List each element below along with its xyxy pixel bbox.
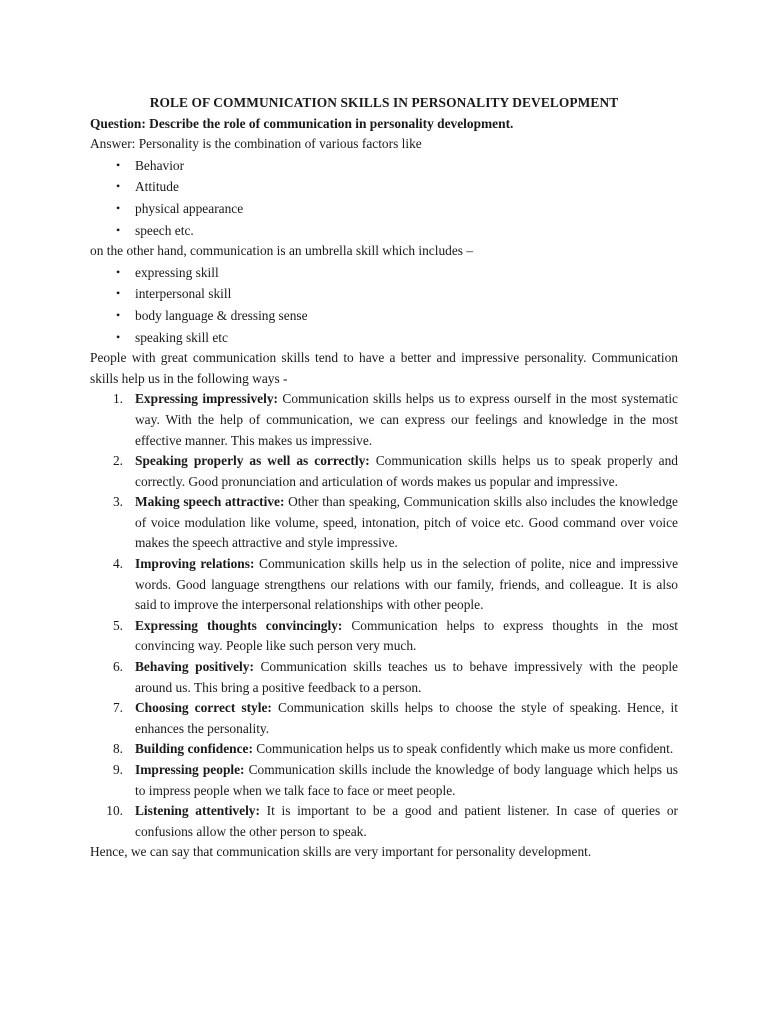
item-title: Behaving positively: bbox=[135, 659, 254, 675]
item-number: 1. bbox=[112, 391, 123, 407]
list-item bbox=[90, 155, 678, 177]
list-item bbox=[90, 616, 678, 657]
list-item bbox=[90, 283, 678, 305]
item-title: Speaking properly as well as correctly: bbox=[135, 453, 370, 469]
list-item bbox=[90, 801, 678, 842]
question-text: Question: Describe the role of communication in personality development. bbox=[90, 115, 514, 131]
item-text: Communication skills helps us to speak properly and correctly. Good pronunciation and articulation of words makes us popular and impressive. bbox=[135, 453, 678, 489]
bullet-icon: • bbox=[116, 200, 121, 215]
list-item bbox=[90, 305, 678, 327]
item-title: Expressing impressively: bbox=[135, 391, 279, 407]
bullet-icon: • bbox=[116, 179, 121, 194]
bullet-icon: • bbox=[116, 222, 121, 237]
item-title: Impressing people: bbox=[135, 762, 245, 777]
conclusion-text: Hence, we can say that communication skills are very important for personality development. bbox=[90, 844, 592, 860]
item-title: Choosing correct style: bbox=[135, 700, 272, 716]
list-item-text: Behavior bbox=[135, 157, 185, 173]
item-number: 7. bbox=[112, 700, 123, 716]
item-number: 3. bbox=[112, 494, 123, 510]
list-item bbox=[90, 389, 678, 451]
list-item bbox=[90, 198, 678, 220]
item-title: Listening attentively: bbox=[135, 803, 260, 819]
communication-intro: on the other hand, communication is an umbrella skill which includes – bbox=[90, 243, 474, 259]
list-item-text: speaking skill etc bbox=[135, 329, 228, 345]
ways-intro: People with great communication skills tend to have a better and impressive personality. Communication skills help us in the following ways - bbox=[90, 350, 678, 386]
item-title: Improving relations: bbox=[135, 556, 255, 572]
item-number: 9. bbox=[112, 762, 123, 777]
list-item bbox=[90, 554, 678, 616]
list-item-text: Attitude bbox=[135, 179, 179, 195]
item-text: Communication skills include the knowledge of body language which helps us to impress people when we talk face to face or meet people. bbox=[135, 762, 678, 798]
list-item bbox=[90, 220, 678, 242]
list-item bbox=[90, 760, 678, 801]
list-item bbox=[90, 451, 678, 492]
item-number: 2. bbox=[112, 453, 123, 469]
bullet-icon: • bbox=[116, 157, 121, 172]
list-item bbox=[90, 698, 678, 739]
item-text: It is important to be a good and patient listener. In case of queries or confusions allow the other person to speak. bbox=[135, 803, 678, 839]
skills-list bbox=[90, 262, 678, 348]
item-text: Communication skills teaches us to behave impressively with the people around us. This bring a positive feedback to a person. bbox=[135, 659, 678, 695]
item-number: 5. bbox=[112, 617, 123, 633]
item-text: Communication helps to express thoughts in the most convincing way. People like such person very much. bbox=[135, 617, 678, 654]
item-text: Communication skills helps to choose the style of speaking. Hence, it enhances the personality. bbox=[135, 700, 678, 736]
answer-intro: Answer: Personality is the combination of various factors like bbox=[90, 136, 422, 152]
bullet-icon: • bbox=[116, 264, 121, 279]
ways-list bbox=[90, 389, 678, 842]
item-title: Expressing thoughts convincingly: bbox=[135, 617, 343, 633]
list-item-text: body language & dressing sense bbox=[135, 307, 308, 323]
item-number: 8. bbox=[112, 741, 123, 757]
factors-list bbox=[90, 155, 678, 241]
bullet-icon: • bbox=[116, 307, 121, 322]
list-item-text: interpersonal skill bbox=[135, 286, 232, 302]
document-title: ROLE OF COMMUNICATION SKILLS IN PERSONALITY DEVELOPMENT bbox=[149, 95, 619, 110]
item-text: Communication skills helps us to express ourself in the most systematic way. With the help of communication, we can express our feelings and knowledge in the most effective manner. This makes us impressive. bbox=[135, 391, 678, 448]
item-title: Building confidence: bbox=[135, 741, 253, 757]
list-item bbox=[90, 657, 678, 698]
list-item-text: speech etc. bbox=[135, 222, 194, 238]
list-item bbox=[90, 176, 678, 198]
item-title: Making speech attractive: bbox=[135, 494, 285, 510]
bullet-icon: • bbox=[116, 329, 121, 344]
document-page bbox=[90, 93, 678, 863]
item-text: Communication skills help us in the selection of polite, nice and impressive words. Good language strengthens our relations with our family, friends, and colleague. It is also said to improve the interpersonal relationships with other people. bbox=[135, 556, 679, 613]
item-number: 10. bbox=[106, 803, 123, 819]
list-item bbox=[90, 739, 678, 760]
list-item-text: expressing skill bbox=[135, 264, 219, 280]
item-text: Communication helps us to speak confidently which make us more confident. bbox=[252, 741, 674, 757]
list-item-text: physical appearance bbox=[135, 200, 244, 216]
list-item bbox=[90, 327, 678, 349]
bullet-icon: • bbox=[116, 286, 121, 301]
item-number: 4. bbox=[112, 556, 123, 572]
list-item bbox=[90, 492, 678, 554]
item-number: 6. bbox=[112, 659, 123, 675]
item-text: Other than speaking, Communication skills also includes the knowledge of voice modulation like volume, speed, intonation, pitch of voice etc. Good command over voice makes the speech attractive and style impressive. bbox=[135, 494, 678, 551]
list-item bbox=[90, 262, 678, 284]
